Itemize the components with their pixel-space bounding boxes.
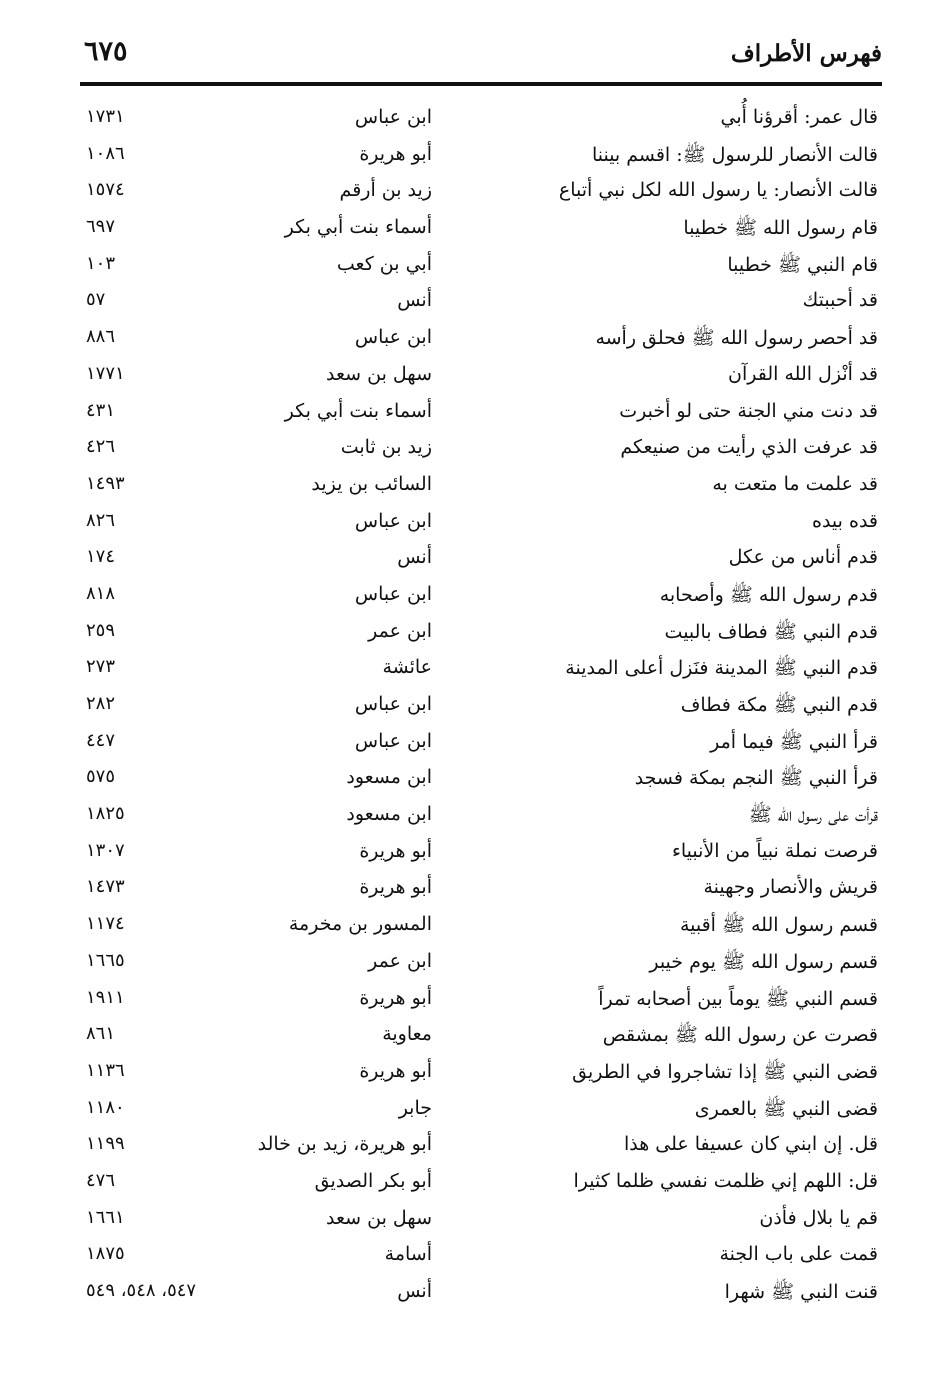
hadith-number: ٢٧٣ [86,656,116,678]
hadith-number: ٤٣١ [86,399,116,421]
index-entry [0,285,950,322]
index-entry [0,102,950,139]
hadith-number: ١٨٢٥ [86,803,125,825]
hadith-text: قل. إن ابني كان عسيفا على هذا [623,1133,878,1156]
index-entry [0,139,950,176]
hadith-number: ١١٧٤ [86,913,125,935]
narrator: أبو هريرة [359,839,432,862]
index-entry [0,175,950,212]
index-entry [0,1019,950,1056]
index-entry [0,872,950,909]
hadith-text: قدم النبي ﷺ مكة فطاف [680,694,878,716]
hadith-number: ٢٨٢ [86,693,116,714]
narrator: أبي بن كعب [336,252,432,275]
hadith-text: قريش والأنصار وجهينة [703,876,878,899]
narrator: عائشة [382,656,432,679]
header-divider [80,82,882,86]
narrator: ابن عباس [354,582,432,605]
narrator: أنس [397,289,432,312]
hadith-text: قدم النبي ﷺ المدينة فنَزل أعلى المدينة [565,657,878,680]
index-entry [0,799,950,836]
narrator: أبو هريرة [359,1059,432,1082]
hadith-text: قد أحصر رسول الله ﷺ فحلق رأسه [595,327,878,350]
index-entry [0,249,950,286]
narrator: ابن عمر [368,949,432,972]
hadith-text: قسم النبي ﷺ يوماً بين أصحابه تمراً [598,987,878,1010]
hadith-number: ١١٩٩ [86,1133,125,1155]
hadith-number: ١٤٧٣ [86,876,125,898]
index-entries [0,102,950,1313]
hadith-text: قسم رسول الله ﷺ يوم خيبر [649,950,878,973]
hadith-text: قرأ النبي ﷺ النجم بمكة فسجد [634,767,878,790]
narrator: ابن مسعود [346,766,432,789]
narrator: سهل بن سعد [326,362,432,385]
hadith-text: قالت الأنصار: يا رسول الله لكل نبي أتباع [558,179,878,202]
index-entry [0,432,950,469]
narrator: أبو هريرة [359,142,432,165]
hadith-number: ٨٢٦ [86,509,116,531]
hadith-text: قصرت عن رسول الله ﷺ بمشقص [602,1024,878,1047]
narrator: المسور بن مخرمة [288,913,432,936]
index-entry [0,726,950,763]
hadith-text: قم يا بلال فأذن [759,1206,878,1229]
hadith-number: ١٧٧١ [86,362,125,384]
narrator: سهل بن سعد [326,1206,432,1229]
narrator: ابن مسعود [346,803,432,826]
hadith-number: ٨٦١ [86,1023,116,1045]
narrator: أبو هريرة [359,876,432,899]
narrator: معاوية [382,1023,432,1046]
hadith-text: قرأ النبي ﷺ فيما أمر [710,730,878,753]
hadith-number: ١٧٤ [86,546,116,568]
hadith-text: قرصت نملة نبياً من الأنبياء [671,839,878,862]
hadith-number: ١٩١١ [86,986,125,1008]
narrator: ابن عمر [368,619,432,642]
hadith-number: ١٤٩٣ [86,472,125,494]
index-entry [0,836,950,873]
narrator: ابن عباس [354,693,432,715]
index-entry [0,689,950,726]
hadith-number: ٤٢٦ [86,436,116,458]
hadith-number: ١٦٦١ [86,1206,125,1228]
hadith-number: ٨٨٦ [86,326,116,348]
index-entry [0,396,950,433]
hadith-number: ١٦٦٥ [86,949,125,971]
narrator: السائب بن يزيد [311,472,432,495]
hadith-number: ١٠٣ [86,252,116,274]
hadith-text: قالت الأنصار للرسول ﷺ: اقسم بيننا [591,143,878,166]
narrator: ابن عباس [354,106,432,128]
narrator: ابن عباس [354,509,432,532]
hadith-text: قده بيده [812,509,878,532]
index-entry [0,946,950,983]
index-entry [0,359,950,396]
index-entry [0,506,950,543]
hadith-text: قمت على باب الجنة [719,1243,878,1266]
hadith-text: قال عمر: أقرؤنا أُبي [720,106,878,128]
hadith-number: ١٨٧٥ [86,1243,125,1265]
narrator: ابن عباس [354,326,432,349]
hadith-number: ٤٤٧ [86,729,116,751]
hadith-text: قل: اللهم إني ظلمت نفسي ظلما كثيرا [573,1169,878,1192]
hadith-text: قسم رسول الله ﷺ أقبية [679,914,878,937]
hadith-number: ٤٧٦ [86,1169,116,1191]
hadith-text: قد علمت ما متعت به [712,472,878,495]
index-entry [0,1276,950,1313]
index-entry [0,1129,950,1166]
narrator: أنس [397,546,432,569]
index-entry [0,909,950,946]
narrator: أسامة [384,1243,432,1266]
hadith-text: قنت النبي ﷺ شهرا [724,1281,878,1303]
page-number: ٦٧٥ [84,36,128,67]
hadith-number: ١١٣٦ [86,1059,125,1081]
hadith-text: قدم النبي ﷺ فطاف بالبيت [664,620,878,643]
hadith-text: قدم رسول الله ﷺ وأصحابه [659,583,878,606]
hadith-text: قدم أناس من عكل [728,546,878,569]
narrator: جابر [398,1096,432,1119]
hadith-number: ٦٩٧ [86,216,116,238]
hadith-number: ٢٥٩ [86,619,116,641]
index-entry [0,579,950,616]
index-entry [0,1239,950,1276]
narrator: أسماء بنت أبي بكر [284,216,432,239]
narrator: زيد بن أرقم [339,179,432,202]
index-entry [0,983,950,1020]
narrator: ابن عباس [354,729,432,752]
narrator: أبو بكر الصديق [314,1169,432,1192]
hadith-text: قد أحببتك [802,289,878,312]
hadith-number: ٨١٨ [86,582,116,604]
index-entry [0,652,950,689]
hadith-number: ٥٧٥ [86,766,116,788]
index-entry [0,469,950,506]
index-entry [0,1166,950,1203]
index-entry [0,1203,950,1240]
hadith-text: قام رسول الله ﷺ خطيبا [683,217,878,240]
hadith-text: قام النبي ﷺ خطيبا [727,253,878,276]
hadith-number: ١٥٧٤ [86,179,125,201]
index-entry [0,322,950,359]
hadith-text: قرأت على رسول الله ﷺ [748,804,878,827]
page-header [80,34,882,82]
narrator: زيد بن ثابت [340,436,432,459]
hadith-text: قضى النبي ﷺ بالعمرى [694,1097,878,1120]
hadith-text: قد دنت مني الجنة حتى لو أخبرت [619,399,878,422]
index-entry [0,1093,950,1130]
index-entry [0,542,950,579]
index-entry [0,616,950,653]
running-title: فهرس الأطراف [730,40,882,67]
narrator: أنس [397,1280,432,1302]
narrator: أبو هريرة، زيد بن خالد [257,1133,432,1156]
hadith-number: ١١٨٠ [86,1096,125,1118]
narrator: أسماء بنت أبي بكر [284,399,432,422]
index-entry [0,1056,950,1093]
hadith-text: قد عرفت الذي رأيت من صنيعكم [620,436,878,459]
index-entry [0,212,950,249]
hadith-number: ١٠٨٦ [86,142,125,164]
hadith-number: ٥٧ [86,289,106,311]
hadith-text: قد أنْزل الله القرآن [728,362,878,385]
narrator: أبو هريرة [359,986,432,1009]
index-entry [0,762,950,799]
hadith-number: ١٧٣١ [86,106,125,127]
hadith-number: ١٣٠٧ [86,839,125,861]
hadith-number: ٥٤٧، ٥٤٨، ٥٤٩ [86,1280,197,1301]
hadith-text: قضى النبي ﷺ إذا تشاجروا في الطريق [572,1060,878,1083]
